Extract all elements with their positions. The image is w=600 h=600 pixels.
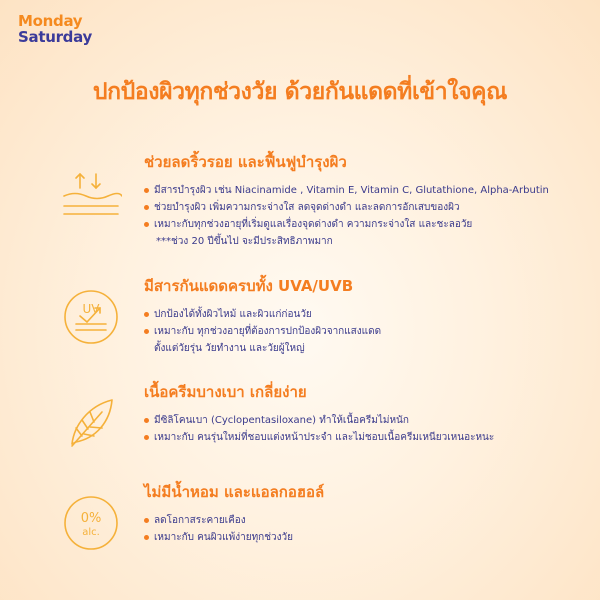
list-item: เหมาะกับ คนรุ่นใหม่ที่ชอบแต่งหน้าประจำ และไม่ชอบเนื้อครีมเหนียวเหนอะหนะ: [144, 429, 584, 446]
list-item: ลดโอกาสระคายเคือง: [144, 512, 584, 529]
feather-icon: [60, 392, 122, 454]
uv-protection-icon: [60, 286, 122, 348]
feature-list: [144, 306, 584, 357]
feature-body: [144, 380, 584, 446]
svg-text:alc.: alc.: [82, 527, 100, 538]
list-item-continuation: ตั้งแต่วัยรุ่น วัยทำงาน และวัยผู้ใหญ่: [154, 343, 305, 354]
feature-body: [144, 150, 584, 250]
list-item-text: เหมาะกับ ทุกช่วงอายุที่ต้องการปกป้องผิวจากแสงแดด: [154, 326, 382, 337]
page-headline: ปกป้องผิวทุกช่วงวัย ด้วยกันแดดที่เข้าใจคุณ: [92, 79, 508, 105]
brand-line-2: Saturday: [18, 28, 92, 46]
skin-layers-icon: [60, 162, 122, 224]
svg-text:0%: 0%: [80, 511, 102, 526]
list-item: มีซิลิโคนเบา (Cyclopentasiloxane) ทำให้เนื้อครีมไม่หนัก: [144, 412, 584, 429]
alcohol-free-icon: [60, 492, 122, 554]
brand-line-1: Monday: [18, 12, 83, 30]
feature-list: [144, 512, 584, 546]
feature-body: [144, 480, 584, 546]
list-item: [144, 323, 584, 357]
feature-title: ไม่มีน้ำหอม และแอลกอฮอล์: [144, 483, 325, 501]
feature-body: [144, 274, 584, 357]
list-item: เหมาะกับทุกช่วงอายุที่เริ่มดูแลเรื่องจุดด่างดำ ความกระจ่างใส และชะลอวัย: [144, 216, 584, 233]
feature-title: มีสารกันแดดครบทั้ง UVA/UVB: [144, 277, 354, 295]
feature-list: [144, 182, 584, 250]
list-item: ปกป้องได้ทั้งผิวไหม้ และผิวแก่ก่อนวัย: [144, 306, 584, 323]
list-item: มีสารบำรุงผิว เช่น Niacinamide , Vitamin E, Vitamin C, Glutathione, Alpha-Arbutin: [144, 182, 584, 199]
feature-list: [144, 412, 584, 446]
list-item: ช่วยบำรุงผิว เพิ่มความกระจ่างใส ลดจุดด่างดำ และลดการอักเสบของผิว: [144, 199, 584, 216]
feature-note: ***ช่วง 20 ปีขึ้นไป จะมีประสิทธิภาพมาก: [156, 236, 333, 247]
list-item: เหมาะกับ คนผิวแพ้ง่ายทุกช่วงวัย: [144, 529, 584, 546]
feature-title: ช่วยลดริ้วรอย และฟื้นฟูบำรุงผิว: [144, 153, 347, 171]
feature-title: เนื้อครีมบางเบา เกลี่ยง่าย: [144, 383, 307, 401]
svg-text:UV: UV: [82, 302, 100, 316]
brand-logo: [18, 14, 92, 45]
